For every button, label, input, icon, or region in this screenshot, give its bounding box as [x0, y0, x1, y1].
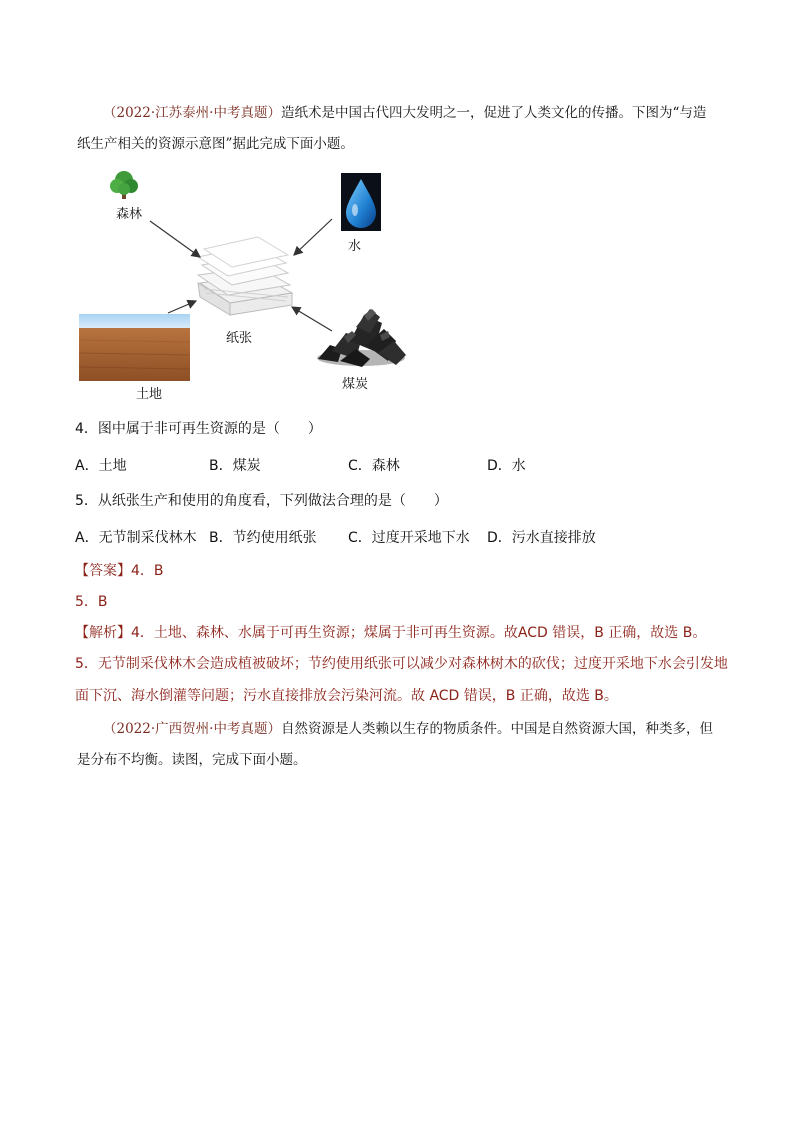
water-drop-icon [341, 173, 381, 231]
question-source: （2022·江苏泰州·中考真题） [103, 105, 281, 121]
arrow-coal-to-paper [292, 307, 332, 331]
intro-text-2: 自然资源是人类赖以生存的物质条件。中国是自然资源大国，种类多，但 [280, 721, 713, 737]
answer-tag: 【答案】 [75, 563, 131, 579]
q4-option-d: D．水 [487, 458, 526, 474]
label-land: 土地 [136, 387, 163, 402]
question-intro-1-line2: 纸生产相关的资源示意图”据此完成下面小题。 [77, 136, 354, 152]
label-water: 水 [348, 239, 362, 254]
q5-option-d: D．污水直接排放 [487, 530, 596, 546]
analysis-q5-line2: 面下沉、海水倒灌等问题；污水直接排放会污染河流。故 ACD 错误，B 正确，故选 B。 [75, 688, 618, 704]
q5-option-c: C．过度开采地下水 [348, 530, 470, 546]
analysis-q4: 4．土地、森林、水属于可再生资源；煤属于非可再生资源。故ACD 错误，B 正确，故选 B。 [131, 625, 707, 641]
arrow-forest-to-paper [150, 221, 200, 257]
question-intro-2-line2: 是分布不均衡。读图，完成下面小题。 [77, 752, 307, 768]
paper-stack-icon [198, 237, 292, 315]
land-photo-icon [79, 314, 190, 381]
label-paper: 纸张 [226, 331, 253, 346]
q5-option-a: A．无节制采伐林木 [75, 530, 197, 546]
arrow-land-to-paper [168, 301, 196, 313]
arrow-water-to-paper [294, 219, 332, 255]
answer-4: 4．B [131, 563, 164, 579]
intro-text: 造纸术是中国古代四大发明之一，促进了人类文化的传播。下图为“与造 [280, 105, 707, 121]
analysis-q5-line1: 5．无节制采伐林木会造成植被破坏；节约使用纸张可以减少对森林树木的砍伐；过度开采地下水会引发地 [75, 656, 728, 672]
analysis-tag: 【解析】 [75, 625, 131, 641]
label-coal: 煤炭 [342, 377, 369, 392]
resource-diagram [70, 165, 420, 400]
tree-icon [110, 171, 138, 199]
diagram-graphics [70, 165, 420, 400]
q4-option-c: C．森林 [348, 458, 400, 474]
answer-line-1 [75, 560, 164, 580]
analysis-line-1 [75, 622, 706, 642]
question-source-2: （2022·广西贺州·中考真题） [103, 721, 281, 737]
q4-option-b: B．煤炭 [209, 458, 261, 474]
q4-option-a: A．土地 [75, 458, 127, 474]
q5-option-b: B．节约使用纸张 [209, 530, 317, 546]
question-5-stem: 5．从纸张生产和使用的角度看，下列做法合理的是（ ） [75, 493, 448, 509]
label-forest: 森林 [116, 207, 143, 222]
question-intro-2 [103, 717, 713, 737]
question-4-stem: 4．图中属于非可再生资源的是（ ） [75, 421, 322, 437]
answer-5: 5．B [75, 594, 108, 610]
question-intro-1 [103, 101, 706, 121]
coal-pile-icon [317, 309, 406, 367]
